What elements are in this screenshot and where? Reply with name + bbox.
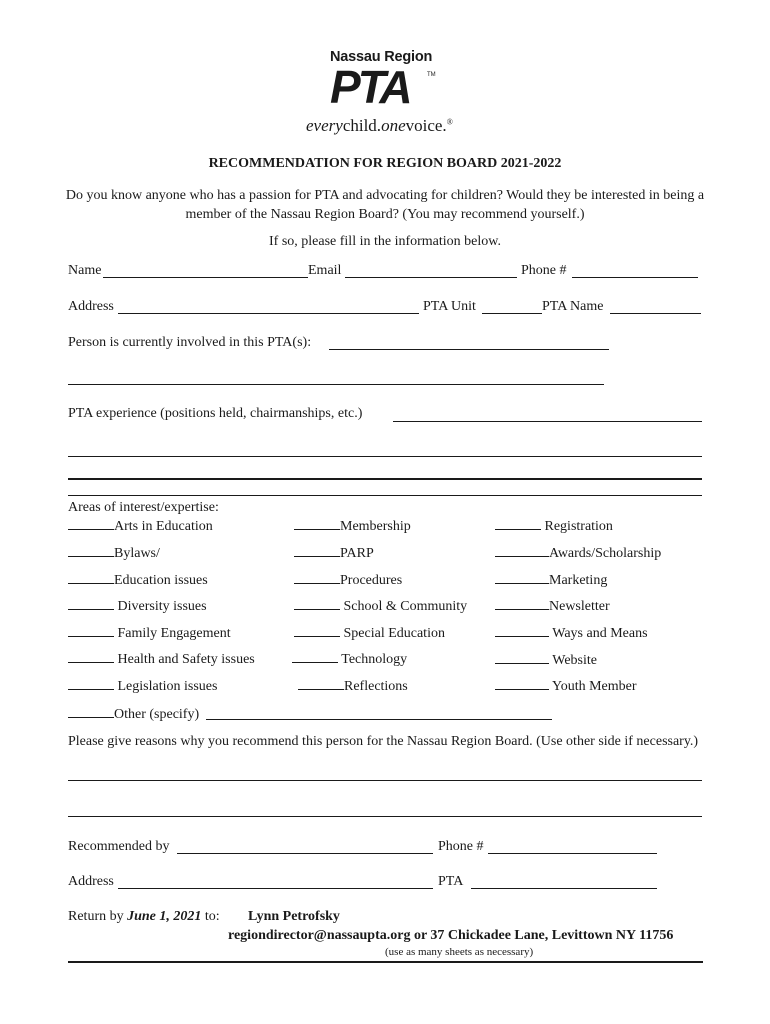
address-label: Address [68,299,114,314]
area-option[interactable] [68,517,213,535]
experience-field-line-2[interactable] [68,456,702,457]
area-option[interactable] [68,544,160,562]
area-option[interactable] [495,597,610,615]
area-label: School & Community [340,599,468,614]
area-checkbox-blank[interactable] [495,571,549,584]
involved-field-line-2[interactable] [68,384,604,385]
area-checkbox-blank[interactable] [495,677,549,690]
rec-phone-field[interactable] [488,853,657,854]
area-checkbox-blank[interactable] [495,544,549,557]
area-checkbox-blank[interactable] [294,544,340,557]
area-option-other[interactable] [68,705,199,723]
area-label: Special Education [340,626,445,641]
rec-pta-field[interactable] [471,888,657,889]
area-label: Reflections [344,679,408,694]
area-checkbox-blank[interactable] [68,544,114,557]
pta-unit-label: PTA Unit [423,299,476,314]
rec-pta-label: PTA [438,874,464,889]
rec-address-field[interactable] [118,888,433,889]
area-checkbox-blank[interactable] [68,571,114,584]
tag-one: one [381,116,406,135]
area-option[interactable] [495,571,607,589]
pta-unit-field[interactable] [482,313,542,314]
area-checkbox-blank[interactable] [68,517,114,530]
area-checkbox-blank[interactable] [294,571,340,584]
area-option[interactable] [68,677,217,695]
name-label: Name [68,263,102,278]
area-option[interactable] [294,597,467,615]
area-checkbox-blank[interactable] [68,650,114,663]
area-option[interactable] [68,624,231,642]
tag-every: every [306,116,343,135]
rec-address-label: Address [68,874,114,889]
area-label: PARP [340,546,374,561]
area-checkbox-blank[interactable] [495,624,549,637]
area-checkbox-blank[interactable] [68,624,114,637]
instructions-text: If so, please fill in the information below. [269,234,501,249]
area-option[interactable] [495,544,661,562]
area-label: Arts in Education [114,519,213,534]
area-checkbox-blank[interactable] [495,597,549,610]
area-label: Legislation issues [114,679,218,694]
area-option[interactable] [292,650,407,668]
area-label: Family Engagement [114,626,231,641]
phone-field[interactable] [572,277,698,278]
return-line [68,909,220,925]
bottom-rule [68,961,703,963]
area-label: Registration [541,519,613,534]
return-date: June 1, 2021 [127,909,202,924]
form-title: RECOMMENDATION FOR REGION BOARD 2021-2022 [208,156,562,171]
area-label: Membership [340,519,411,534]
phone-label: Phone # [521,263,567,278]
area-label: Ways and Means [549,626,648,641]
recommended-by-field[interactable] [177,853,433,854]
logo-trademark: TM [427,72,436,78]
area-option[interactable] [68,597,207,615]
area-checkbox-blank[interactable] [495,517,541,530]
experience-label: PTA experience (positions held, chairmanships, etc.) [68,406,363,421]
area-option[interactable] [294,544,374,562]
recommended-by-label: Recommended by [68,839,170,854]
area-checkbox-blank[interactable] [292,650,338,663]
address-field[interactable] [118,313,419,314]
area-option[interactable] [294,571,402,589]
area-label: Diversity issues [114,599,207,614]
area-option[interactable] [495,651,597,669]
tag-voice: voice. [405,116,447,135]
logo-region-text: Nassau Region [330,49,433,65]
pta-logo: PTA [330,61,410,113]
experience-field[interactable] [393,421,702,422]
return-prefix: Return by [68,909,128,924]
area-option[interactable] [495,677,637,695]
area-label: Procedures [340,573,403,588]
area-checkbox-blank[interactable] [294,517,340,530]
area-checkbox-blank[interactable] [298,677,344,690]
area-label: Health and Safety issues [114,652,255,667]
area-label: Marketing [549,573,608,588]
pta-name-label: PTA Name [542,299,604,314]
area-label: Website [549,653,597,668]
return-to: to: [201,909,220,924]
area-label: Youth Member [549,679,637,694]
area-option[interactable] [294,517,411,535]
reasons-field-line-1[interactable] [68,780,702,781]
return-note: (use as many sheets as necessary) [385,946,534,958]
area-option[interactable] [495,624,648,642]
intro-text: Do you know anyone who has a passion for PTA and advocating for children? Would they be interested in being a member of the Nassau Region Board? (You may recommend yourself.) [65,188,705,222]
email-field[interactable] [345,277,517,278]
area-option[interactable] [294,624,445,642]
area-option[interactable] [68,650,255,668]
area-option[interactable] [298,677,408,695]
area-checkbox-blank[interactable] [68,597,114,610]
tag-registered: ® [446,117,453,127]
area-checkbox-blank[interactable] [495,651,549,664]
rec-phone-label: Phone # [438,839,484,854]
reasons-field-line-2[interactable] [68,816,702,817]
name-field[interactable] [103,277,308,278]
area-label: Education issues [114,573,208,588]
area-checkbox-blank[interactable] [68,677,114,690]
area-option[interactable] [68,571,208,589]
logo-tagline [306,116,453,136]
area-label: Technology [338,652,408,667]
other-specify-field[interactable] [206,719,552,720]
email-label: Email [308,263,342,278]
pta-name-field[interactable] [610,313,701,314]
reasons-prompt: Please give reasons why you recommend this person for the Nassau Region Board. (Use other side if necessary.) [68,734,699,749]
section-divider [68,478,702,480]
areas-heading: Areas of interest/expertise: [68,500,219,515]
tag-child: child. [342,116,382,135]
area-option[interactable] [495,517,613,535]
area-checkbox-blank[interactable] [68,705,114,718]
experience-field-line-3[interactable] [68,495,702,496]
area-label: Newsletter [549,599,610,614]
return-contact-name: Lynn Petrofsky [248,909,340,924]
area-checkbox-blank[interactable] [294,597,340,610]
area-checkbox-blank[interactable] [294,624,340,637]
involved-field[interactable] [329,349,609,350]
return-contact-address: regiondirector@nassaupta.org or 37 Chickadee Lane, Levittown NY 11756 [228,928,674,943]
area-label: Other (specify) [114,707,200,722]
involved-label: Person is currently involved in this PTA(s): [68,335,312,350]
area-label: Awards/Scholarship [549,546,662,561]
area-label: Bylaws/ [114,546,160,561]
